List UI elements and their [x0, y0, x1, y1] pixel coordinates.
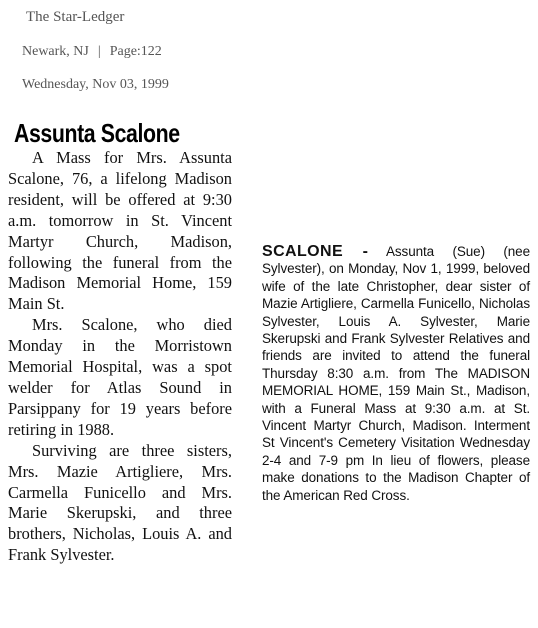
- death-notice: [262, 243, 530, 623]
- article-paragraph-3: Surviving are three sisters, Mrs. Mazie Artigliere, Mrs. Carmella Funicello and Mrs. Marie Skerupski, and three brothers, Nicholas, Louis A. and Frank Sylvester.: [8, 440, 232, 565]
- separator: |: [97, 44, 101, 59]
- article-body: [8, 148, 232, 566]
- page-number: Page:122: [109, 44, 162, 59]
- publication-date: Wednesday, Nov 03, 1999: [22, 77, 169, 92]
- article-paragraph-2: Mrs. Scalone, who died Monday in the Morristown Memorial Hospital, was a spot welder for Atlas Sound in Parsippany for 19 years before retiring in 1988.: [8, 315, 232, 439]
- publication-name: The Star-Ledger: [26, 9, 125, 25]
- death-notice-name: SCALONE -: [262, 243, 369, 260]
- location: Newark, NJ: [22, 44, 89, 59]
- location-page-line: [22, 44, 162, 60]
- death-notice-text: Assunta (Sue) (nee Sylvester), on Monday, Nov 1, 1999, beloved wife of the late Christopher, dear sister of Mazie Artigliere, Carmella Funicello, Nicholas Sylvester, Louis A. Sylvester, Marie Skerupski and Frank Sylvester Relatives and friends are invited to attend the funeral Thursday 8:30 a.m. from The MADISON MEMORIAL HOME, 159 Main St., Madison, with a Funeral Mass at 9:30 a.m. at St. Vincent Martyr Church, Madison. Interment St Vincent's Cemetery Visitation Wednesday 2-4 and 7-9 pm In lieu of flowers, please make donations to the Madison Chapter of the American Red Cross.: [262, 244, 530, 503]
- death-notice-body: [262, 243, 530, 504]
- article-paragraph-1: A Mass for Mrs. Assunta Scalone, 76, a lifelong Madison resident, will be offered at 9:30 a.m. tomorrow in St. Vincent Martyr Church, Madison, following the funeral from the Madison Memorial Home, 159 Main St.: [8, 148, 232, 314]
- obituary-article: [8, 118, 232, 618]
- article-headline: Assunta Scalone: [14, 118, 180, 148]
